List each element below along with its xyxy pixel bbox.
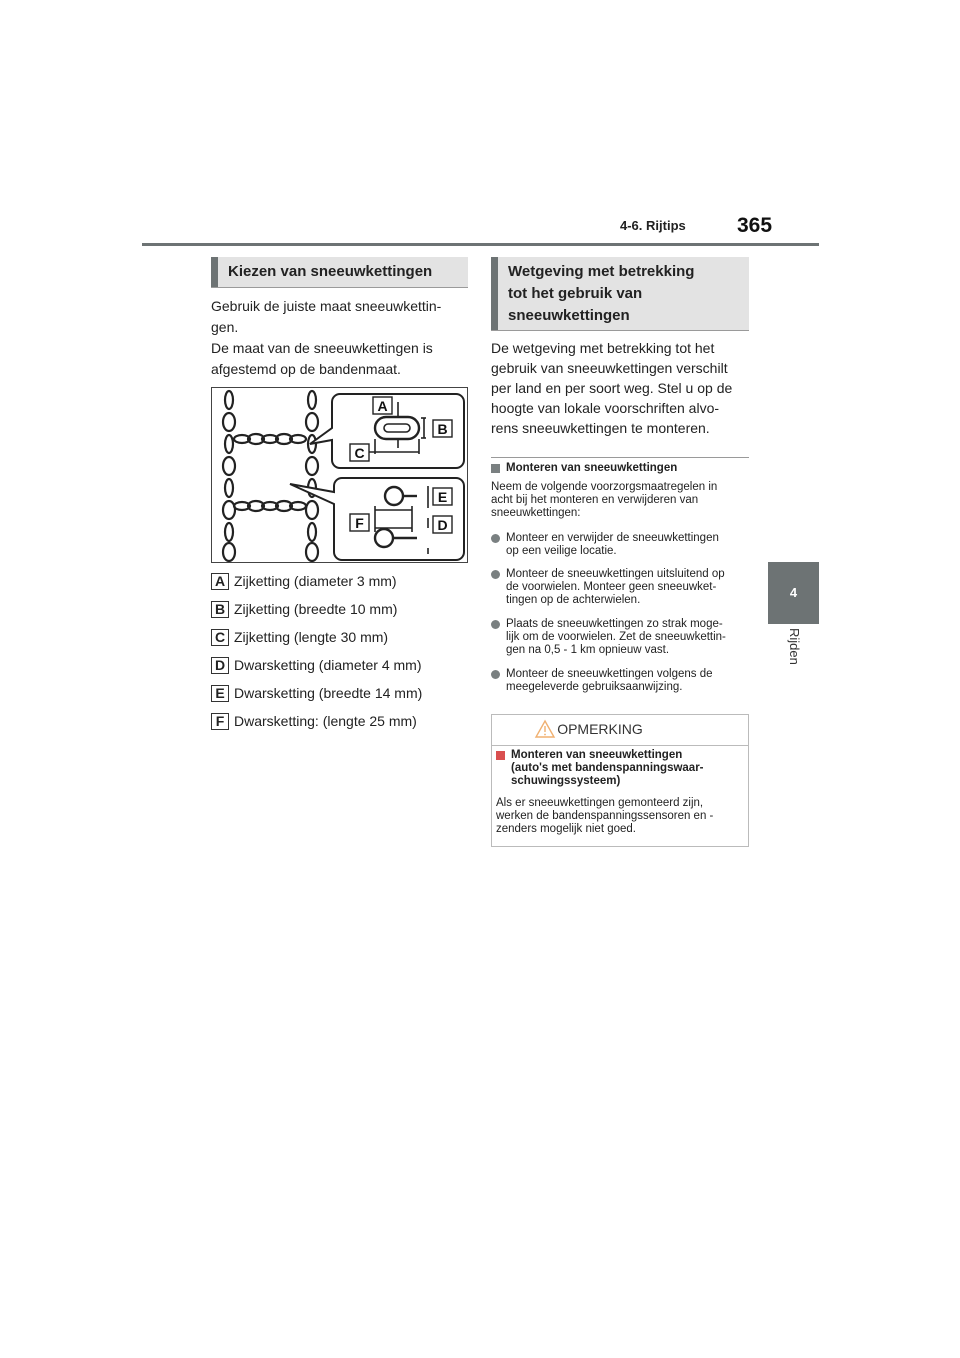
list-item-line: de voorwielen. Monteer geen sneeuwket-: [506, 581, 717, 593]
left-heading-rule: [211, 287, 468, 288]
note-title: OPMERKING: [557, 721, 643, 737]
left-intro-line: afgestemd op de bandenmaat.: [211, 361, 401, 377]
list-item-line: Monteer en verwijder de sneeuwkettingen: [506, 532, 719, 544]
right-heading-line: tot het gebruik van: [508, 285, 643, 302]
legend-item: [211, 599, 397, 619]
legend-item: [211, 683, 422, 703]
list-item-line: op een veilige locatie.: [506, 545, 617, 557]
legend-text: Zijketting (lengte 30 mm): [234, 629, 389, 645]
legend-text: Dwarsketting: (lengte 25 mm): [234, 713, 417, 729]
subsection-title-text: Monteren van sneeuwkettingen: [506, 462, 678, 474]
bullet-dot-icon: [491, 620, 500, 629]
list-item-line: gen na 0,5 - 1 km opnieuw vast.: [506, 644, 670, 656]
legend-letter: F: [211, 713, 229, 730]
note-subtitle: [496, 749, 741, 788]
list-item-line: tingen op de achterwielen.: [506, 594, 641, 606]
list-item: [491, 532, 753, 558]
left-intro: [211, 296, 473, 380]
legend-letter: C: [211, 629, 229, 646]
subsection-rule: [491, 457, 749, 458]
right-intro-line: per land en per soort weg. Stel u op de: [491, 380, 733, 396]
legend-item: [211, 655, 422, 675]
note-subtitle-line: schuwingssysteem): [511, 775, 621, 787]
right-intro-line: rens sneeuwkettingen te monteren.: [491, 420, 710, 436]
right-intro-line: De wetgeving met betrekking tot het: [491, 340, 715, 356]
legend-letter: D: [211, 657, 229, 674]
list-item: [491, 618, 753, 657]
figure-label-e: E: [437, 489, 448, 505]
left-intro-line: Gebruik de juiste maat sneeuwkettin-: [211, 298, 442, 314]
list-item-line: Plaats de sneeuwkettingen zo strak moge-: [506, 618, 723, 630]
list-item-line: Monteer de sneeuwkettingen uitsluitend op: [506, 568, 725, 580]
square-bullet-icon: [491, 464, 500, 473]
legend-text: Zijketting (diameter 3 mm): [234, 573, 397, 589]
snow-chain-figure: [211, 387, 468, 563]
bullet-dot-icon: [491, 670, 500, 679]
legend-text: Zijketting (breedte 10 mm): [234, 601, 398, 617]
right-section-heading: [491, 257, 749, 330]
chapter-label: [786, 628, 802, 688]
list-item: [491, 568, 753, 607]
snow-chain-illustration: [212, 388, 467, 562]
subsection-intro: [491, 481, 753, 520]
header-rule: [142, 243, 819, 246]
right-heading-line: sneeuwkettingen: [508, 307, 630, 324]
bullet-dot-icon: [491, 534, 500, 543]
legend-text: Dwarsketting (diameter 4 mm): [234, 657, 422, 673]
note-text-line: zenders mogelijk niet goed.: [496, 823, 636, 835]
subsection-intro-line: Neem de volgende voorzorgsmaatregelen in: [491, 481, 718, 493]
legend-item: [211, 627, 388, 647]
subsection-intro-line: acht bij het monteren en verwijderen van: [491, 494, 699, 506]
figure-label-d: D: [437, 517, 448, 533]
legend-letter: A: [211, 573, 229, 590]
chapter-label-text: Rijden: [787, 628, 802, 665]
right-heading-rule: [491, 330, 749, 331]
left-intro-line: gen.: [211, 319, 239, 335]
legend-letter: E: [211, 685, 229, 702]
figure-label-c: C: [354, 445, 365, 461]
note-subtitle-line: Monteren van sneeuwkettingen: [511, 749, 683, 761]
note-subtitle-line: (auto's met bandenspanningswaar-: [511, 762, 704, 774]
legend-item: [211, 711, 417, 731]
page-number: 365: [737, 214, 773, 237]
legend-letter: B: [211, 601, 229, 618]
right-intro-line: gebruik van sneeuwkettingen verschilt: [491, 360, 728, 376]
right-heading-line: Wetgeving met betrekking: [508, 263, 695, 280]
legend-item: [211, 571, 397, 591]
note-text-line: Als er sneeuwkettingen gemonteerd zijn,: [496, 797, 704, 809]
square-bullet-icon: [496, 751, 505, 760]
figure-label-f: F: [355, 515, 364, 531]
list-item-line: meegeleverde gebruiksaanwijzing.: [506, 681, 683, 693]
left-section-heading: Kiezen van sneeuwkettingen: [211, 257, 468, 287]
bullet-dot-icon: [491, 570, 500, 579]
list-item-line: Monteer de sneeuwkettingen volgens de: [506, 668, 713, 680]
right-intro-line: hoogte van lokale voorschriften alvo-: [491, 400, 720, 416]
list-item-line: lijk om de voorwielen. Zet de sneeuwkettin-: [506, 631, 726, 643]
figure-label-b: B: [437, 421, 448, 437]
note-header-rule: [491, 745, 749, 746]
subsection-title: [491, 462, 677, 474]
legend-text: Dwarsketting (breedte 14 mm): [234, 685, 423, 701]
chapter-tab: 4: [768, 562, 819, 624]
right-intro: [491, 338, 753, 438]
note-text: [496, 797, 744, 836]
left-intro-line: De maat van de sneeuwkettingen is: [211, 340, 433, 356]
figure-label-a: A: [377, 398, 388, 414]
section-title: 4-6. Rijtips: [620, 218, 686, 233]
subsection-intro-line: sneeuwkettingen:: [491, 507, 581, 519]
list-item: [491, 668, 753, 694]
note-text-line: werken de bandenspanningssensoren en -: [496, 810, 714, 822]
